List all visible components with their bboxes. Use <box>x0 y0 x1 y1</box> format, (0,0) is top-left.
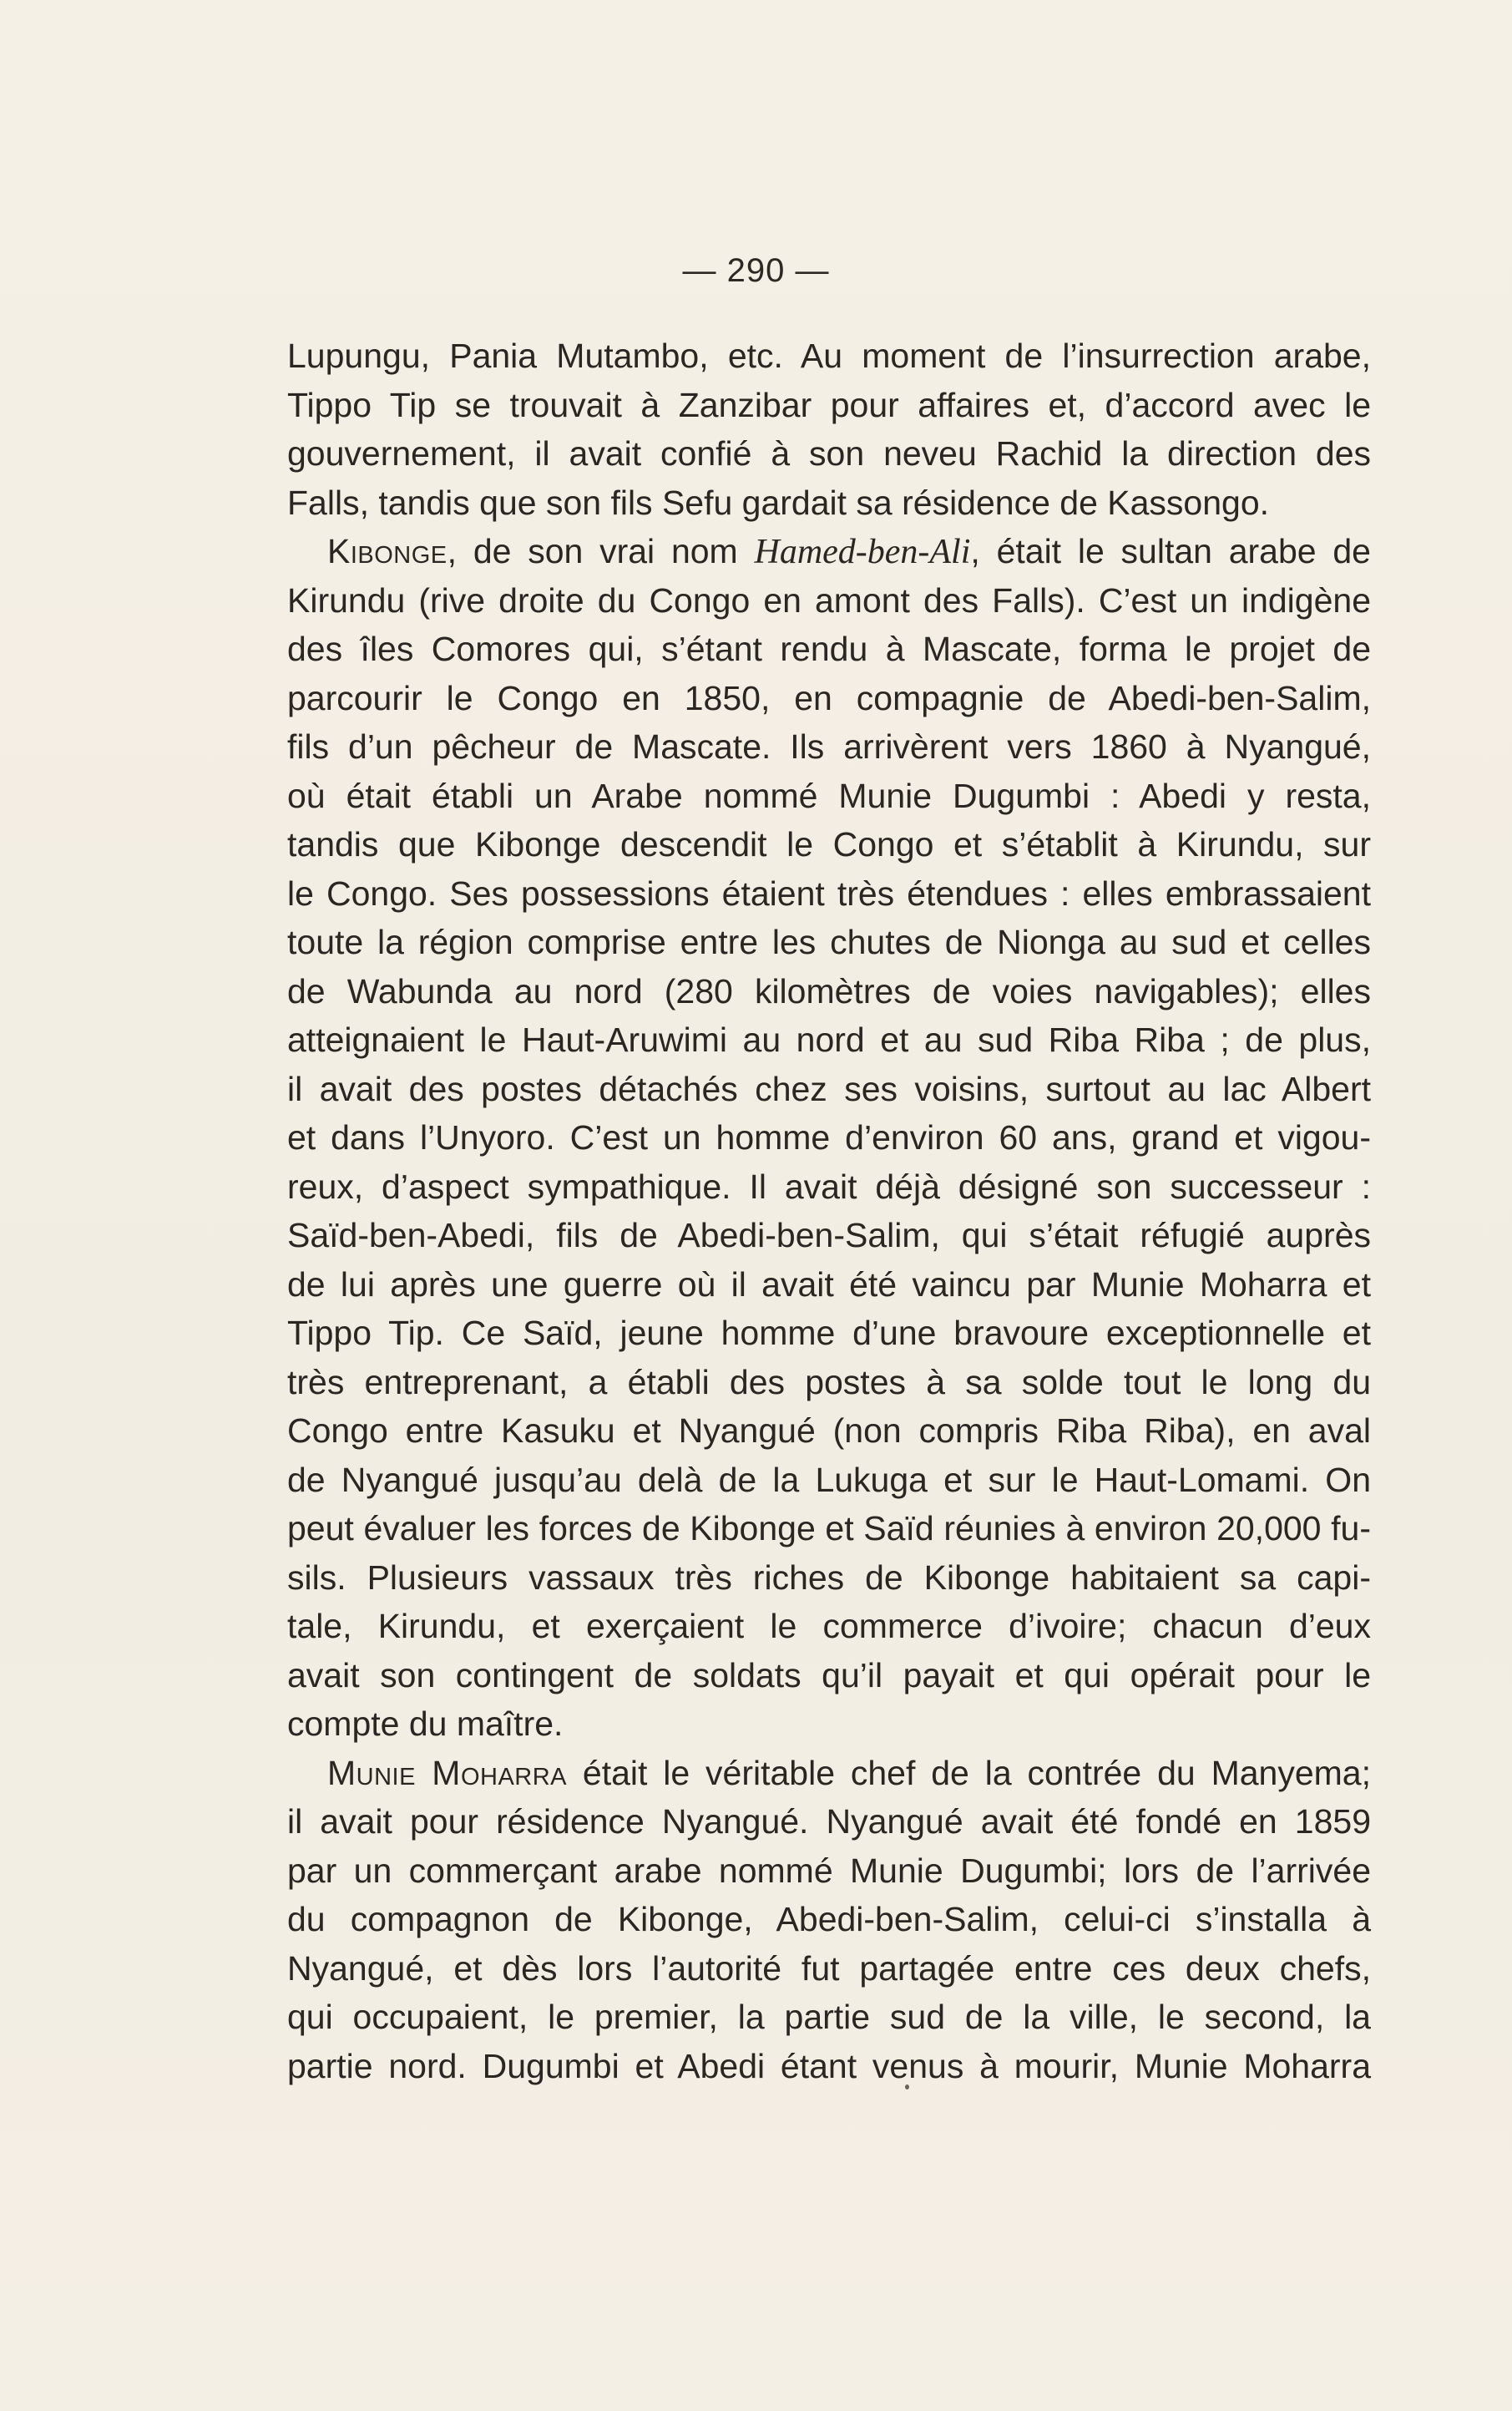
text-line: Kirundu (rive droite du Congo en amont des Falls). C’est un indigène <box>287 580 1371 620</box>
text-run: , était le sultan arabe de <box>970 532 1371 570</box>
text-line: toute la région comprise entre les chutes de Nionga au sud et celles <box>287 923 1371 961</box>
small-caps-name: Munie Moharra <box>327 1753 568 1792</box>
text-line: Tippo Tip se trouvait à Zanzibar pour affaires et, d’accord avec le <box>287 385 1371 424</box>
text-line: tandis que Kibonge descendit le Congo et s’établit à Kirundu, sur <box>287 825 1371 864</box>
text-line: fils d’un pêcheur de Mascate. Ils arrivèrent vers 1860 à Nyangué, <box>287 727 1371 766</box>
text-line: peut évaluer les forces de Kibonge et Saïd réunies à environ 20,000 fu- <box>287 1509 1371 1547</box>
text-line: sils. Plusieurs vassaux très riches de Kibonge habitaient sa capi- <box>287 1558 1371 1597</box>
text-line: le Congo. Ses possessions étaient très étendues : elles embrassaient <box>287 874 1371 913</box>
paper-speck <box>905 2084 909 2089</box>
text-line: il avait des postes détachés chez ses voisins, surtout au lac Albert <box>287 1069 1371 1108</box>
text-line: Nyangué, et dès lors l’autorité fut partagée entre ces deux chefs, <box>287 1948 1371 1988</box>
page-number: — 290 — <box>682 252 830 289</box>
text-line: et dans l’Unyoro. C’est un homme d’environ 60 ans, grand et vigou- <box>287 1118 1371 1157</box>
text-line: gouvernement, il avait confié à son neveu Rachid la direction des <box>287 434 1371 473</box>
text-line: Saïd-ben-Abedi, fils de Abedi-ben-Salim, qui s’était réfugié auprès <box>287 1216 1371 1254</box>
text-run: était le véritable chef de la contrée du Manyema; <box>567 1753 1371 1792</box>
text-line: de lui après une guerre où il avait été vaincu par Munie Moharra et <box>287 1264 1371 1304</box>
text-line: Congo entre Kasuku et Nyangué (non compris Riba Riba), en aval <box>287 1411 1371 1450</box>
body-text <box>287 332 1371 2090</box>
text-line: il avait pour résidence Nyangué. Nyangué avait été fondé en 1859 <box>287 1802 1371 1841</box>
text-line: atteignaient le Haut-Aruwimi au nord et au sud Riba Riba ; de plus, <box>287 1021 1371 1059</box>
text-line: partie nord. Dugumbi et Abedi étant venus à mourir, Munie Moharra <box>287 2046 1371 2085</box>
text-line: de Nyangué jusqu’au delà de la Lukuga et sur le Haut-Lomami. On <box>287 1460 1371 1499</box>
text-line <box>287 1749 1371 1798</box>
italic-name: Hamed-ben-Ali <box>754 533 971 571</box>
text-line: du compagnon de Kibonge, Abedi-ben-Salim, celui-ci s’installa à <box>287 1900 1371 1938</box>
text-line: Falls, tandis que son fils Sefu gardait sa résidence de Kassongo. <box>287 483 1270 522</box>
text-line <box>287 527 1371 576</box>
text-line: Lupungu, Pania Mutambo, etc. Au moment de l’insurrection arabe, <box>287 337 1371 375</box>
text-line: avait son contingent de soldats qu’il payait et qui opérait pour le <box>287 1655 1371 1694</box>
text-line: compte du maître. <box>287 1704 564 1743</box>
text-line: reux, d’aspect sympathique. Il avait déjà désigné son successeur : <box>287 1167 1371 1206</box>
text-line: parcourir le Congo en 1850, en compagnie de Abedi-ben-Salim, <box>287 678 1371 717</box>
text-line: très entreprenant, a établi des postes à sa solde tout le long du <box>287 1362 1371 1401</box>
small-caps-name: Kibonge <box>327 532 448 570</box>
text-run: , de son vrai nom <box>447 532 755 570</box>
text-line: qui occupaient, le premier, la partie sud de la ville, le second, la <box>287 1998 1371 2036</box>
text-line: de Wabunda au nord (280 kilomètres de voies navigables); elles <box>287 971 1371 1010</box>
text-line: des îles Comores qui, s’étant rendu à Mascate, forma le projet de <box>287 630 1371 668</box>
text-line: tale, Kirundu, et exerçaient le commerce d’ivoire; chacun d’eux <box>287 1607 1371 1645</box>
text-line: où était établi un Arabe nommé Munie Dugumbi : Abedi y resta, <box>287 776 1371 815</box>
text-line: par un commerçant arabe nommé Munie Dugumbi; lors de l’arrivée <box>287 1851 1371 1890</box>
text-line: Tippo Tip. Ce Saïd, jeune homme d’une bravoure exceptionnelle et <box>287 1314 1371 1352</box>
